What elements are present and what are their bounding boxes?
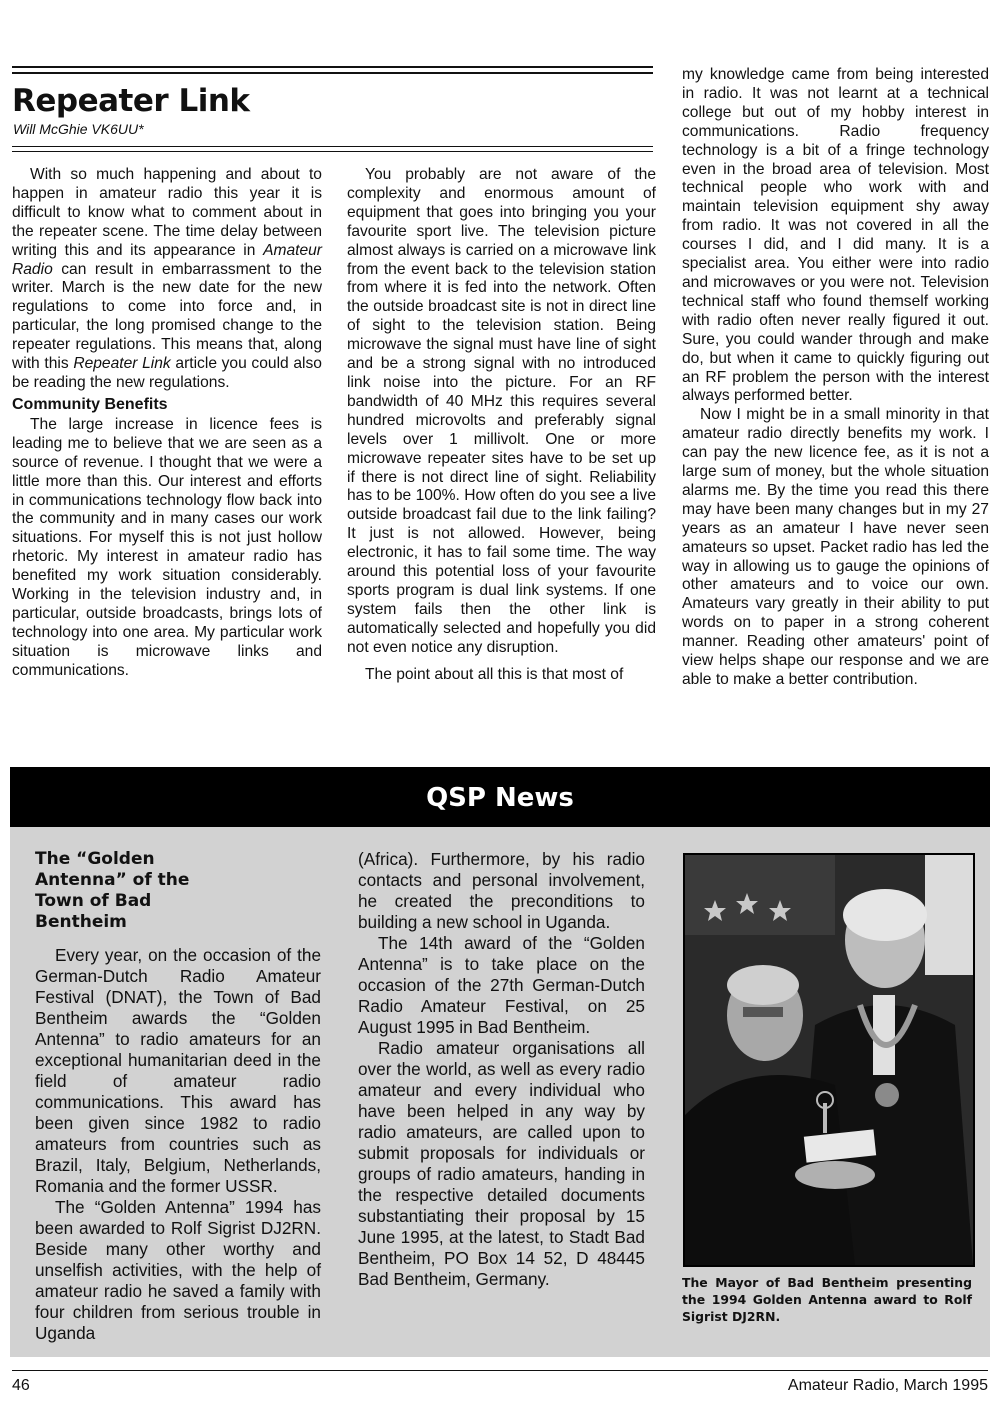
col1-paragraph-1c: article you could also be reading the new regulations. [12, 355, 322, 391]
qsp-news-title: QSP News [426, 783, 574, 813]
col1-paragraph-1a: With so much happening and about to happen in amateur radio this year it is difficult to know what to comment about in the repeater scene. The time delay between writing this and its appearance in [12, 166, 322, 259]
article-byline: Will McGhie VK6UU* [13, 121, 144, 137]
section-heading-community-benefits: Community Benefits [12, 395, 168, 413]
award-photo [683, 853, 975, 1267]
col1-paragraph-1b: can result in embarrassment to the writer. March is the new date for the new regulations to come into force and, in particular, the long promised change to the repeater regulations. This means that, along with this [12, 260, 322, 373]
top-rule-1 [12, 66, 653, 68]
col1-italic-publication: Amateur Radio [12, 241, 322, 278]
article-column-2 [347, 166, 656, 684]
col1-paragraph-2: The large increase in licence fees is leading me to believe that we are seen as a source of revenue. I thought that we were a little more than this. Our interest and efforts in communications technology flow back into the community and in many cases our work situations. For myself this is not just hollow rhetoric. My interest in amateur radio has benefited my work situation considerably. Working in the television industry and, in particular, outside broadcasts, brings lots of technology into one area. My particular work situation is microwave links and communications. [12, 415, 322, 679]
col3-paragraph-1: my knowledge came from being interested in radio. It was not learnt at a technical college but out of my hobby interest in communications. Radio frequency technology is a bit of a fringe technology even in the broad area of television. Most technical people who work with and maintain television equipment shy away from radio. It was not covered in all the courses I did, and I did many. It is a specialist area. You either were into radio and microwaves or you were not. Television technical staff who found themself working with radio often never really figured it out. Sure, you could wander through and make do, but when it came to quickly figuring out an RF problem the person with the interest always performed better. [682, 66, 989, 405]
photo-caption: The Mayor of Bad Bentheim presenting the 1994 Golden Antenna award to Rolf Sigrist DJ2RN. [682, 1275, 972, 1324]
qsp-col2-paragraph-1: (Africa). Furthermore, by his radio contacts and personal involvement, he created the preconditions to building a new school in Uganda. [358, 849, 645, 932]
article-column-3 [682, 66, 989, 690]
article-column-1 [12, 166, 322, 681]
col2-paragraph-2: The point about all this is that most of [365, 665, 624, 683]
qsp-col2-paragraph-3: Radio amateur organisations all over the world, as well as every radio amateur and every individual who have been helped in any way by radio amateurs, are called upon to submit proposals for individuals or groups of radio amateurs, handing in the respective detailed documents substantiating their proposal by 15 June 1995, at the latest, to Stadt Bad Bentheim, PO Box 14 52, D 48445 Bad Bentheim, Germany. [358, 1038, 645, 1289]
byline-rule-1 [12, 146, 653, 147]
publication-name: Amateur Radio, March 1995 [787, 1377, 988, 1394]
footer-rule [12, 1370, 988, 1371]
col1-italic-column-name: Repeater Link [73, 355, 171, 373]
qsp-article-heading: The “Golden Antenna” of the Town of Bad Bentheim [35, 849, 190, 932]
qsp-col1-paragraph-2: The “Golden Antenna” 1994 has been awarded to Rolf Sigrist DJ2RN. Beside many other worthy and unselfish activities, with the help of amateur radio he saved a family with four children from serious trouble in Uganda [35, 1197, 321, 1343]
top-rule-2 [12, 72, 653, 74]
award-photo-illustration [685, 855, 973, 1265]
qsp-column-1 [35, 849, 321, 1344]
qsp-column-2 [358, 849, 645, 1290]
col3-paragraph-2: Now I might be in a small minority in that amateur radio directly benefits my work. I can pay the new licence fee, as it is not a large sum of money, but the whole situation alarms me. By the time you read this there may have been many changes but in my 27 years as an amateur I have never seen amateurs so upset. Packet radio has led the way in allowing us to gauge the opinions of other amateurs and to voice our own. Amateurs vary greatly in their ability to put words on to paper in a strong coherent manner. Reading other amateurs' point of view helps shape our response and we are able to make a better contribution. [682, 406, 989, 688]
byline-rule-2 [12, 151, 653, 152]
article-title: Repeater Link [12, 83, 250, 119]
page-number: 46 [12, 1377, 30, 1394]
qsp-col2-paragraph-2: The 14th award of the “Golden Antenna” is to take place on the occasion of the 27th German-Dutch Radio Amateur Festival, on 25 August 1995 in Bad Bentheim. [358, 933, 645, 1037]
col2-paragraph-1: You probably are not aware of the complexity and enormous amount of equipment that goes into bringing you your favourite sport live. The television picture almost always is carried on a microwave link from the event back to the television station from where it is fed into the network. Often the outside broadcast site is not in direct line of sight to the television station. Being microwave the signal must have line of sight and be a strong signal with no introduced link noise into the picture. For an RF bandwidth of 40 MHz this requires several hundred microvolts and preferably signal levels over 1 millivolt. One or more microwave repeater sites have to be set up if there is not direct line of sight. Reliability has to be 100%. How often do you see a live outside broadcast fail due to the link failing? It just is not allowed. However, being electronic, it has to fail some time. The way around this potential loss of your favourite sports program is dual link systems. If one system fails then the other link is automatically selected and hopefully you did not even notice any disruption. [347, 166, 656, 656]
qsp-col1-paragraph-1: Every year, on the occasion of the German-Dutch Radio Amateur Festival (DNAT), the Town of Bad Bentheim awards the “Golden Antenna” to radio amateurs for an exceptional humanitarian deed in the field of amateur radio communications. This award has been given since 1982 to radio amateurs from countries such as Brazil, Italy, Belgium, Netherlands, Romania and the former USSR. [35, 945, 321, 1196]
